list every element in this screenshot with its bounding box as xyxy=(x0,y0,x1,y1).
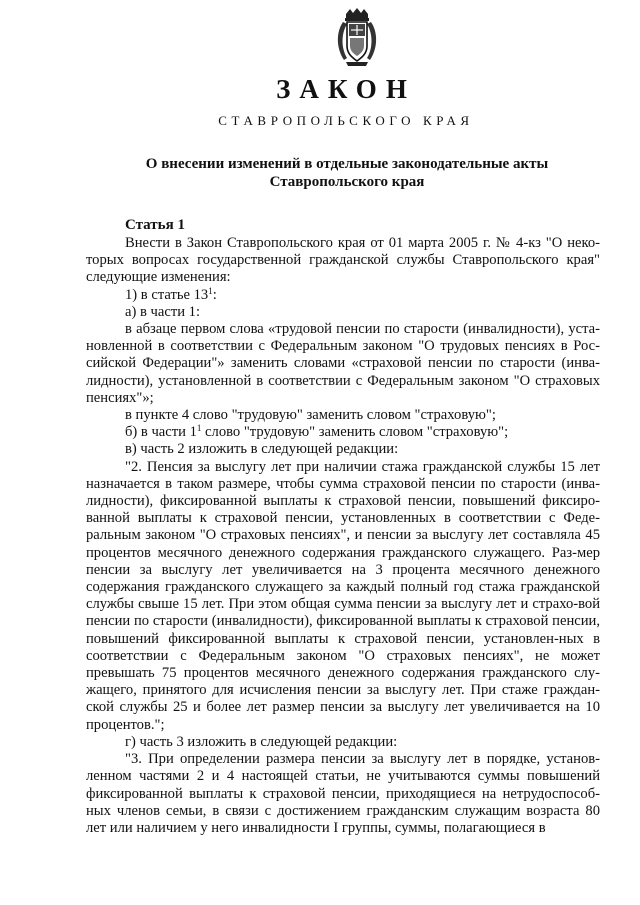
paragraph-part-3-text: "3. При определении размера пенсии за выслугу лет в порядке, установ-ленном частями 2 и 4 настоящей статьи, не учитываются суммы повышений фиксированной выплаты к страховой пенсии, приходящиеся на нетрудоспособ-ных членов семьи, в связи с достижением гражданским служащим возраста 80 лет или наличием у него инвалидности I группы, суммы, полагающиеся в xyxy=(86,751,600,836)
document-title-line-1: О внесении изменений в отдельные законодательные акты xyxy=(145,156,549,172)
paragraph-item-1 xyxy=(86,287,600,304)
law-title: ЗАКОН xyxy=(276,74,416,104)
document-title xyxy=(0,155,640,191)
paragraph-point-4: в пункте 4 слово "трудовую" заменить словом "страховую"; xyxy=(125,407,496,424)
item-b-superscript: 1 xyxy=(196,423,202,434)
item-1-superscript: 1 xyxy=(208,285,213,296)
article-heading: Статья 1 xyxy=(125,217,185,233)
paragraph-item-b xyxy=(86,424,600,441)
paragraph-first-abzac: в абзаце первом слова «трудовой пенсии по старости (инвалидности), уста-новленной в соответствии с Федеральным законом "О трудовых пенсиях в Рос-сийской Федерации"» заменить словами «страховой пенсии по старости (инва-лидности), установленной в соответствии с Федеральным законом "О страховых пенсиях"»; xyxy=(86,321,600,406)
region-subtitle: СТАВРОПОЛЬСКОГО КРАЯ xyxy=(218,113,474,128)
coat-of-arms-icon xyxy=(334,8,380,68)
paragraph-item-g: г) часть 3 изложить в следующей редакции: xyxy=(125,733,398,750)
paragraph-intro: Внести в Закон Ставропольского края от 01 марта 2005 г. № 4-кз "О неко-торых вопросах государственной гражданской службы Ставропольского края" следующие изменения: xyxy=(86,235,600,286)
paragraph-item-a: а) в части 1: xyxy=(125,303,201,320)
paragraph-part-2-text: "2. Пенсия за выслугу лет при наличии стажа гражданской службы 15 лет назначается в таком размере, чтобы сумма страховой пенсии по старости (инва-лидности), фиксированной выплаты к страховой пенсии, повышений фиксиро-ванной выплаты к страховой пенсии, установленных в соответствии с Феде-ральным законом "О страховых пенсиях", и пенсии за выслугу лет составляла 45 процентов месячного денежного содержания гражданского служащего. Раз-мер пенсии за выслугу лет увеличивается на 3 процента месячного денежного содержания гражданского служащего за каждый полный год стажа гражданской службы свыше 15 лет. При этом общая сумма пенсии за выслугу лет и страхо-вой пенсии по старости (инвалидности), фиксированной выплаты к страховой пенсии, повышений фиксированной выплаты к страховой пенсии, установлен-ных в соответствии с Федеральным законом "О страховых пенсиях", не может превышать 75 процентов месячного денежного содержания гражданского слу-жащего, принятого для исчисления пенсии за выслугу лет. При стаже граждан-ской службы 25 и более лет размер пенсии за выслугу лет увеличивается на 10 процентов."; xyxy=(86,458,600,733)
paragraph-item-v: в) часть 2 изложить в следующей редакции: xyxy=(125,441,399,458)
item-b-suffix: слово "трудовую" заменить словом "страховую"; xyxy=(201,424,509,441)
item-1-text: 1) в статье 13 xyxy=(125,286,209,303)
item-b-text: б) в части 1 xyxy=(125,424,197,441)
item-1-suffix: : xyxy=(212,286,217,303)
article-body xyxy=(86,235,600,837)
document-title-line-2: Ставропольского края xyxy=(269,174,425,190)
